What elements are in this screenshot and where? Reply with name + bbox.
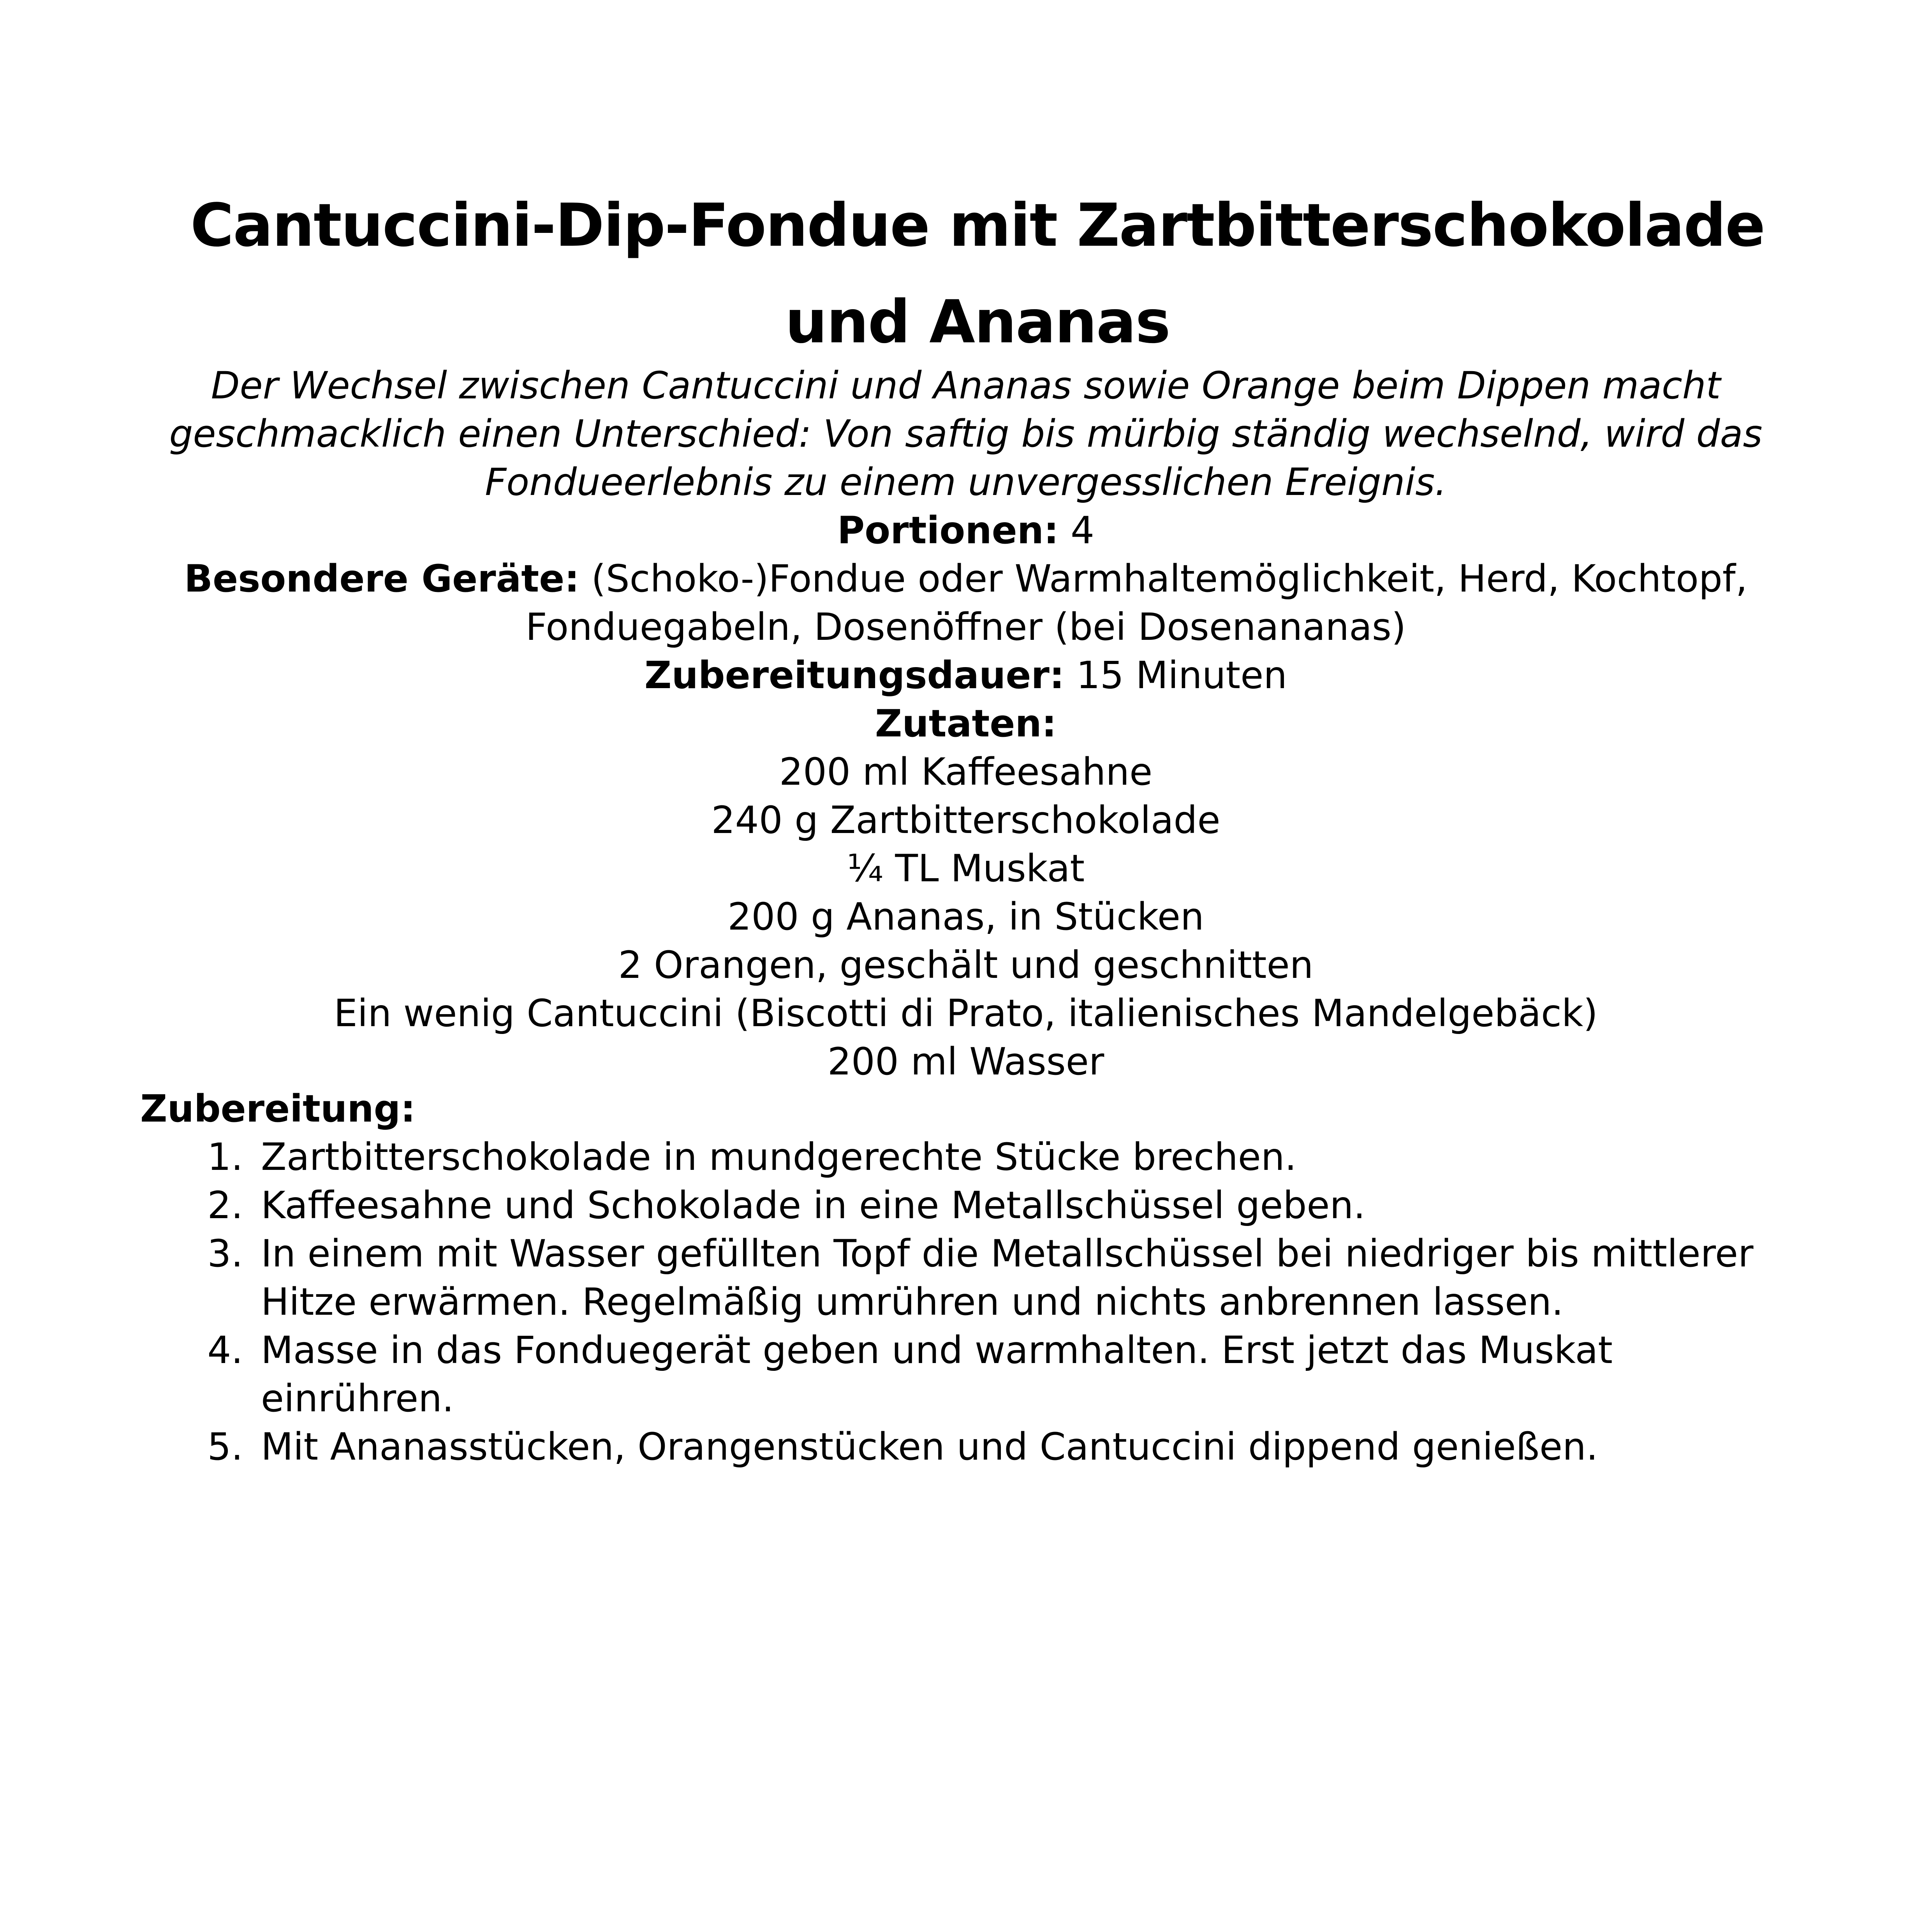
ingredients-heading: Zutaten:: [875, 702, 1057, 745]
equipment-value: (Schoko-)Fondue oder Warmhaltemöglichkeit, Herd, Kochtopf, Fonduegabeln, Dosenöffner (bei Dosenananas): [525, 557, 1748, 649]
servings-label: Portionen:: [837, 509, 1059, 552]
equipment-label: Besondere Geräte:: [184, 557, 579, 601]
step-item: [140, 1133, 1776, 1181]
step-number: 4.: [207, 1328, 243, 1372]
ingredients-list: [129, 748, 1803, 1086]
step-text: Masse in das Fonduegerät geben und warmhalten. Erst jetzt das Muskat einrühren.: [261, 1328, 1613, 1420]
servings-line: [129, 506, 1803, 555]
step-number: 5.: [207, 1425, 243, 1469]
duration-value: 15 Minuten: [1064, 653, 1287, 697]
equipment-line: [129, 555, 1803, 651]
ingredient-item: 240 g Zartbitterschokolade: [711, 798, 1220, 842]
ingredient-item: ¼ TL Muskat: [847, 847, 1085, 890]
recipe-title: Cantuccini-Dip-Fondue mit Zartbitterschokolade und Ananas: [190, 191, 1765, 356]
ingredient-item: Ein wenig Cantuccini (Biscotti di Prato, italienisches Mandelgebäck): [334, 992, 1598, 1035]
step-text: Mit Ananasstücken, Orangenstücken und Cantuccini dippend genießen.: [261, 1425, 1598, 1469]
step-item: [140, 1326, 1776, 1423]
step-number: 2.: [207, 1184, 243, 1227]
step-text: Zartbitterschokolade in mundgerechte Stücke brechen.: [261, 1135, 1297, 1179]
step-number: 1.: [207, 1135, 243, 1179]
ingredient-item: 200 g Ananas, in Stücken: [727, 895, 1204, 939]
recipe-intro: Der Wechsel zwischen Cantuccini und Ananas sowie Orange beim Dippen macht geschmacklich einen Unterschied: Von saftig bis mürbig ständig wechselnd, wird das Fondueerlebnis zu einem unvergesslichen Ereignis.: [169, 364, 1763, 504]
step-item: [140, 1181, 1776, 1229]
servings-value: 4: [1058, 509, 1095, 552]
step-item: [140, 1423, 1776, 1471]
duration-label: Zubereitungsdauer:: [644, 653, 1065, 697]
step-text: In einem mit Wasser gefüllten Topf die Metallschüssel bei niedriger bis mittlerer Hitze erwärmen. Regelmäßig umrühren und nichts anbrennen lassen.: [261, 1232, 1754, 1324]
step-text: Kaffeesahne und Schokolade in eine Metallschüssel geben.: [261, 1184, 1365, 1227]
step-item: [140, 1229, 1776, 1326]
preparation-section: [140, 1085, 1776, 1471]
preparation-heading: Zubereitung:: [140, 1087, 416, 1131]
ingredient-item: 2 Orangen, geschält und geschnitten: [618, 943, 1314, 987]
ingredient-item: 200 ml Wasser: [827, 1040, 1104, 1083]
recipe-header-block: [129, 361, 1803, 1086]
ingredient-item: 200 ml Kaffeesahne: [779, 750, 1153, 794]
duration-line: [129, 651, 1803, 699]
preparation-steps: [140, 1133, 1776, 1471]
step-number: 3.: [207, 1232, 243, 1275]
